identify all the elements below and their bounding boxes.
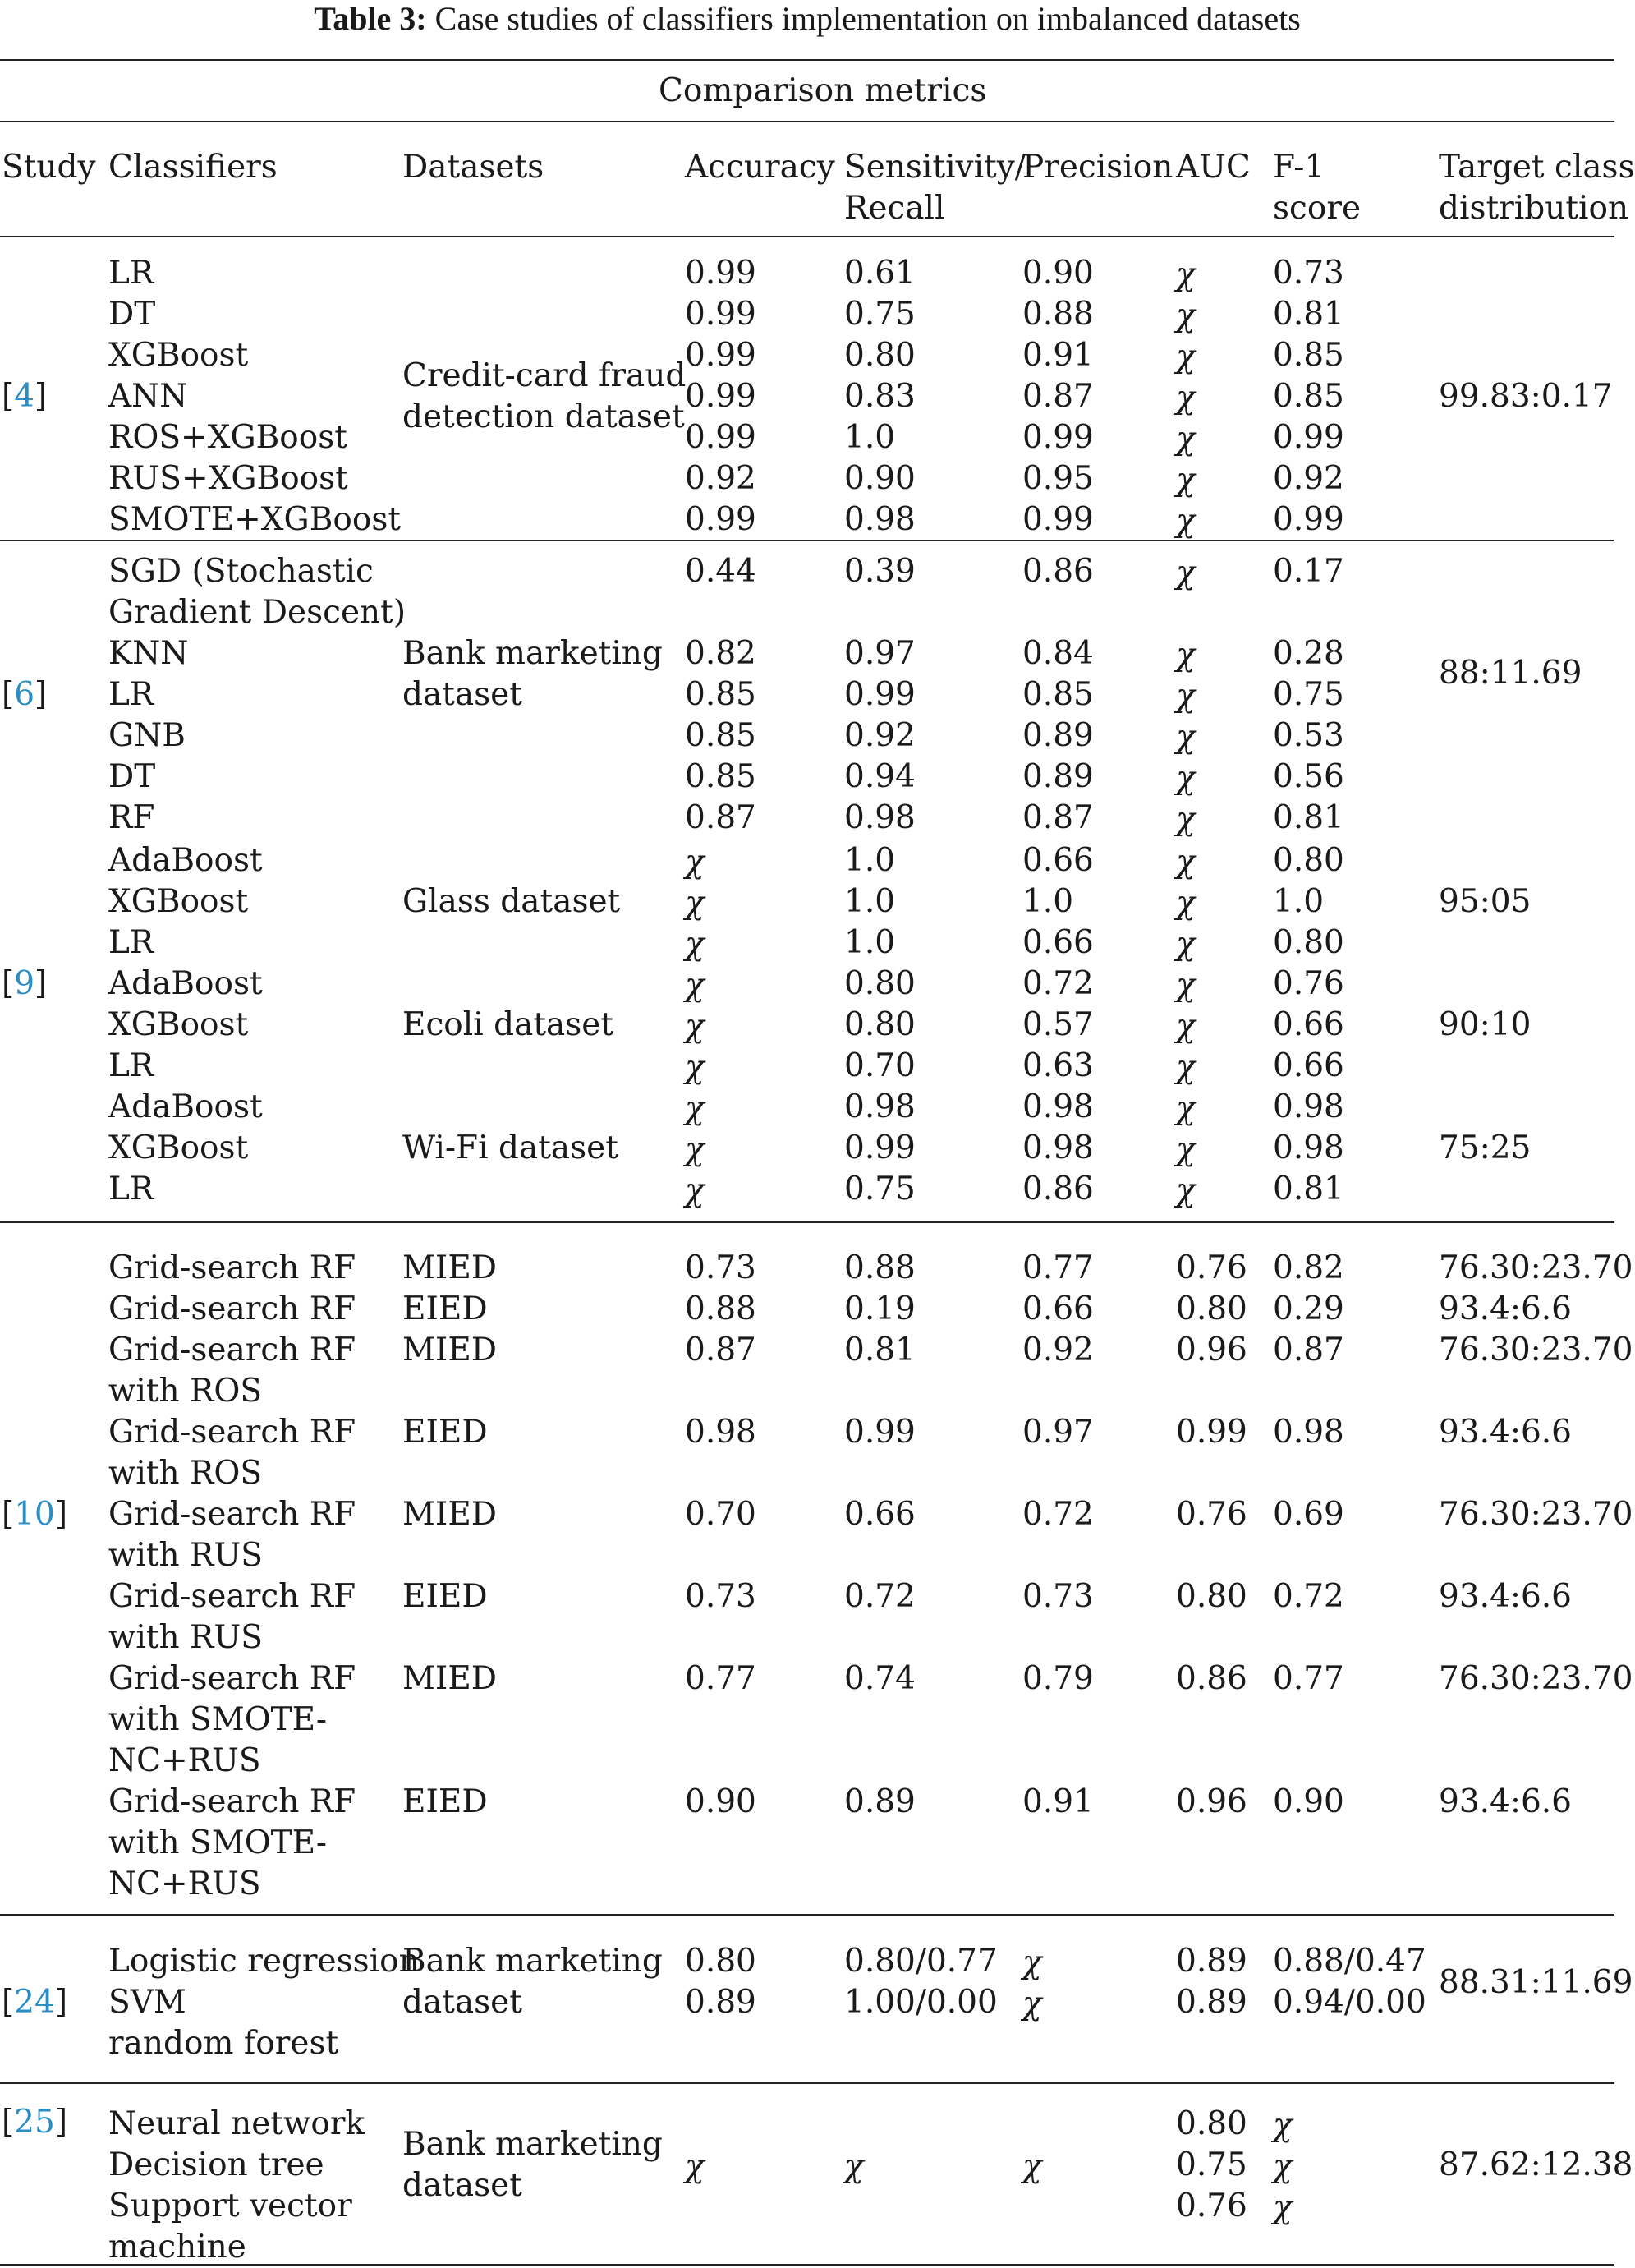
cell-f1: 0.82: [1273, 1249, 1344, 1286]
cell-precision: 0.77: [1022, 1249, 1094, 1286]
cell-f1: 0.56: [1273, 758, 1344, 795]
cell-recall: 0.99: [844, 1129, 916, 1166]
cell-accuracy: 0.87: [685, 1332, 756, 1369]
cell-precision: 0.86: [1022, 553, 1094, 590]
cell-precision: 0.98: [1022, 1129, 1094, 1166]
cell-dataset: Bank marketing: [402, 2126, 663, 2163]
cell-classifier: Neural network: [108, 2105, 365, 2142]
col-header-classifiers: Classifiers: [108, 149, 278, 186]
cell-precision: 0.66: [1022, 842, 1094, 879]
cell-classifier: with SMOTE-: [108, 1701, 328, 1738]
col-header-precision: Precision: [1022, 149, 1173, 186]
cell-f1: χ: [1273, 2107, 1293, 2144]
cell-precision: 0.57: [1022, 1006, 1094, 1043]
cell-accuracy: 0.73: [685, 1249, 756, 1286]
cell-accuracy: 0.73: [685, 1578, 756, 1615]
col-header-datasets: Datasets: [402, 149, 544, 186]
cell-auc: χ: [1176, 554, 1196, 591]
col-header-sensitivity: Sensitivity/: [844, 149, 1026, 186]
cell-target: 95:05: [1439, 883, 1532, 920]
cell-auc: 0.96: [1176, 1783, 1247, 1820]
cell-precision: 0.98: [1022, 1088, 1094, 1125]
cell-accuracy: χ: [685, 1049, 705, 1086]
cell-f1: 0.69: [1273, 1496, 1344, 1533]
col-header-auc: AUC: [1176, 149, 1251, 186]
cell-auc: χ: [1176, 719, 1196, 756]
cell-accuracy: 0.99: [685, 255, 756, 292]
cell-auc: 0.89: [1176, 1984, 1247, 2021]
cell-auc: 0.89: [1176, 1943, 1247, 1980]
cell-f1: 0.87: [1273, 1332, 1344, 1369]
cell-precision: 0.97: [1022, 1414, 1094, 1451]
cell-recall: 0.98: [844, 799, 916, 836]
cell-classifier: XGBoost: [108, 883, 249, 920]
cell-auc: χ: [1176, 637, 1196, 674]
cell-precision: χ: [1022, 1944, 1042, 1981]
citation-link[interactable]: 25: [14, 2104, 55, 2141]
cell-dataset: Bank marketing: [402, 635, 663, 672]
col-header-accuracy: Accuracy: [685, 149, 835, 186]
cell-recall: 0.61: [844, 255, 916, 292]
cell-dataset: Glass dataset: [402, 883, 621, 920]
cell-accuracy: 0.99: [685, 419, 756, 456]
cell-auc: χ: [1176, 967, 1196, 1004]
study-citation: [2, 1494, 67, 1535]
cell-accuracy: 0.99: [685, 378, 756, 415]
cell-target: 76.30:23.70: [1439, 1496, 1633, 1533]
cell-precision: 0.89: [1022, 758, 1094, 795]
cell-dataset: Ecoli dataset: [402, 1006, 614, 1043]
cell-recall: 0.80/0.77: [844, 1943, 998, 1980]
cell-target: 75:25: [1439, 1129, 1532, 1166]
cell-f1: 0.99: [1273, 501, 1344, 538]
cell-classifier: LR: [108, 924, 154, 961]
cell-classifier: with SMOTE-: [108, 1824, 328, 1861]
cell-accuracy: 0.87: [685, 799, 756, 836]
citation-bracket-close: ]: [54, 2104, 68, 2141]
cell-precision: 0.91: [1022, 337, 1094, 374]
cell-classifier: DT: [108, 296, 156, 333]
citation-link[interactable]: 9: [14, 965, 35, 1002]
cell-classifier: with RUS: [108, 1537, 263, 1574]
study-citation: [2, 2102, 67, 2143]
cell-recall: 0.99: [844, 1414, 916, 1451]
cell-target: 76.30:23.70: [1439, 1332, 1633, 1369]
cell-recall: 0.90: [844, 460, 916, 497]
cell-auc: χ: [1176, 380, 1196, 416]
cell-classifier: with ROS: [108, 1455, 263, 1492]
cell-dataset: MIED: [402, 1496, 498, 1533]
cell-f1: 0.80: [1273, 842, 1344, 879]
cell-f1: 0.90: [1273, 1783, 1344, 1820]
cell-auc: χ: [1176, 760, 1196, 797]
caption-label: Table 3:: [314, 0, 427, 37]
cell-recall: 0.81: [844, 1332, 916, 1369]
cell-recall: 0.98: [844, 501, 916, 538]
cell-recall: 0.74: [844, 1660, 916, 1697]
cell-classifier: Gradient Descent): [108, 594, 406, 631]
cell-dataset: Credit-card fraud: [402, 357, 687, 394]
cell-recall: 1.0: [844, 419, 896, 456]
cell-classifier: Grid-search RF: [108, 1414, 356, 1451]
cell-auc: χ: [1176, 1131, 1196, 1168]
cell-auc: 0.80: [1176, 1290, 1247, 1327]
cell-auc: χ: [1176, 801, 1196, 838]
cell-auc: χ: [1176, 844, 1196, 881]
citation-link[interactable]: 6: [14, 676, 35, 713]
cell-precision: 0.79: [1022, 1660, 1094, 1697]
cell-accuracy: 0.99: [685, 501, 756, 538]
cell-auc: 0.99: [1176, 1414, 1247, 1451]
cell-classifier: SMOTE+XGBoost: [108, 501, 402, 538]
cell-f1: 0.66: [1273, 1047, 1344, 1084]
col-header-f1-score: score: [1273, 190, 1362, 227]
cell-recall: 0.88: [844, 1249, 916, 1286]
cell-accuracy: 0.77: [685, 1660, 756, 1697]
group-rule: [0, 1914, 1614, 1916]
cell-auc: χ: [1176, 297, 1196, 334]
header-bottom-rule: [0, 236, 1614, 237]
cell-dataset: MIED: [402, 1660, 498, 1697]
citation-link[interactable]: 24: [14, 1984, 55, 2021]
cell-auc: χ: [1176, 1090, 1196, 1127]
cell-recall: 0.97: [844, 635, 916, 672]
cell-recall: 1.0: [844, 883, 896, 920]
cell-dataset: Wi-Fi dataset: [402, 1129, 618, 1166]
table-caption: [0, 0, 1614, 38]
cell-classifier: AdaBoost: [108, 965, 263, 1002]
col-header-f1: F-1: [1273, 149, 1325, 186]
cell-accuracy: 0.82: [685, 635, 756, 672]
cell-precision: 0.84: [1022, 635, 1094, 672]
cell-auc: 0.76: [1176, 2187, 1247, 2224]
cell-f1: 0.94/0.00: [1273, 1984, 1426, 2021]
cell-recall: 0.80: [844, 1006, 916, 1043]
cell-classifier: SVM: [108, 1984, 186, 2021]
cell-precision: χ: [1022, 1985, 1042, 2022]
group-header-rule: [0, 121, 1614, 122]
cell-accuracy: 0.90: [685, 1783, 756, 1820]
cell-classifier: XGBoost: [108, 337, 249, 374]
cell-f1: 0.98: [1273, 1414, 1344, 1451]
cell-auc: 0.76: [1176, 1249, 1247, 1286]
citation-bracket-open: [: [2, 965, 15, 1002]
cell-classifier: Grid-search RF: [108, 1660, 356, 1697]
cell-accuracy: 0.92: [685, 460, 756, 497]
cell-auc: χ: [1176, 1008, 1196, 1045]
cell-accuracy: χ: [685, 1008, 705, 1045]
cell-accuracy: 0.88: [685, 1290, 756, 1327]
cell-recall: 0.94: [844, 758, 916, 795]
cell-precision: 0.72: [1022, 1496, 1094, 1533]
cell-auc: χ: [1176, 926, 1196, 963]
cell-target: 93.4:6.6: [1439, 1290, 1572, 1327]
cell-accuracy: χ: [685, 844, 705, 881]
cell-target: 93.4:6.6: [1439, 1783, 1572, 1820]
cell-recall: 0.98: [844, 1088, 916, 1125]
cell-f1: 0.29: [1273, 1290, 1344, 1327]
citation-bracket-open: [: [2, 1984, 15, 2021]
cell-f1: χ: [1273, 2148, 1293, 2185]
cell-auc: χ: [1176, 462, 1196, 499]
cell-precision: 0.85: [1022, 676, 1094, 713]
cell-f1: 1.0: [1273, 883, 1325, 920]
cell-precision: 0.95: [1022, 460, 1094, 497]
cell-dataset: dataset: [402, 676, 522, 713]
citation-bracket-close: ]: [34, 378, 48, 415]
cell-precision: 0.91: [1022, 1783, 1094, 1820]
cell-classifier: LR: [108, 676, 154, 713]
cell-recall: 0.75: [844, 296, 916, 333]
col-header-recall: Recall: [844, 190, 945, 227]
cell-precision: 0.90: [1022, 255, 1094, 292]
cell-accuracy: χ: [685, 1131, 705, 1168]
cell-classifier: with RUS: [108, 1619, 263, 1656]
citation-link[interactable]: 10: [14, 1496, 55, 1533]
cell-recall: 0.83: [844, 378, 916, 415]
cell-accuracy: 0.85: [685, 758, 756, 795]
citation-bracket-close: ]: [34, 965, 48, 1002]
cell-f1: χ: [1273, 2189, 1293, 2226]
cell-dataset: EIED: [402, 1578, 488, 1615]
cell-auc: χ: [1176, 503, 1196, 540]
cell-recall: 0.19: [844, 1290, 916, 1327]
cell-accuracy: χ: [685, 967, 705, 1004]
cell-f1: 0.85: [1273, 337, 1344, 374]
cell-f1: 0.88/0.47: [1273, 1943, 1426, 1980]
cell-classifier: machine: [108, 2229, 246, 2266]
cell-accuracy: 0.80: [685, 1943, 756, 1980]
cell-precision: 1.0: [1022, 883, 1074, 920]
study-citation: [2, 376, 47, 417]
cell-accuracy: 0.89: [685, 1984, 756, 2021]
cell-f1: 0.99: [1273, 419, 1344, 456]
top-rule: [0, 59, 1614, 61]
cell-accuracy: χ: [685, 885, 705, 922]
col-header-study: Study: [2, 149, 96, 186]
group-rule: [0, 1221, 1614, 1223]
cell-precision: 0.66: [1022, 924, 1094, 961]
citation-bracket-close: ]: [34, 676, 48, 713]
cell-classifier: AdaBoost: [108, 1088, 263, 1125]
cell-dataset: MIED: [402, 1332, 498, 1369]
group-header: Comparison metrics: [659, 72, 987, 109]
cell-recall: 0.92: [844, 717, 916, 754]
cell-target: 88.31:11.69: [1439, 1964, 1633, 2001]
cell-f1: 0.28: [1273, 635, 1344, 672]
cell-recall: 1.0: [844, 924, 896, 961]
cell-classifier: Decision tree: [108, 2146, 324, 2183]
cell-target: 90:10: [1439, 1006, 1532, 1043]
cell-dataset: MIED: [402, 1249, 498, 1286]
cell-auc: χ: [1176, 885, 1196, 922]
cell-accuracy: 0.85: [685, 717, 756, 754]
cell-recall: 0.39: [844, 553, 916, 590]
cell-auc: 0.96: [1176, 1332, 1247, 1369]
cell-f1: 0.76: [1273, 965, 1344, 1002]
cell-target: 76.30:23.70: [1439, 1660, 1633, 1697]
cell-classifier: AdaBoost: [108, 842, 263, 879]
cell-precision: χ: [1022, 2148, 1042, 2185]
cell-dataset: dataset: [402, 1984, 522, 2021]
cell-auc: χ: [1176, 678, 1196, 715]
cell-f1: 0.73: [1273, 255, 1344, 292]
cell-auc: 0.86: [1176, 1660, 1247, 1697]
cell-accuracy: 0.70: [685, 1496, 756, 1533]
group-rule: [0, 2082, 1614, 2084]
cell-auc: χ: [1176, 338, 1196, 375]
cell-classifier: RF: [108, 799, 155, 836]
cell-accuracy: χ: [685, 1090, 705, 1127]
citation-bracket-close: ]: [54, 1984, 68, 2021]
cell-recall: 0.89: [844, 1783, 916, 1820]
citation-bracket-open: [: [2, 378, 15, 415]
cell-target: 76.30:23.70: [1439, 1249, 1633, 1286]
cell-precision: 0.72: [1022, 965, 1094, 1002]
cell-target: 87.62:12.38: [1439, 2146, 1633, 2183]
cell-auc: χ: [1176, 1172, 1196, 1209]
cell-auc: 0.80: [1176, 1578, 1247, 1615]
cell-f1: 0.53: [1273, 717, 1344, 754]
cell-recall: 0.70: [844, 1047, 916, 1084]
cell-f1: 0.66: [1273, 1006, 1344, 1043]
cell-recall: χ: [844, 2148, 864, 2185]
cell-classifier: Logistic regression: [108, 1943, 420, 1980]
col-header-target: Target class: [1439, 149, 1635, 186]
cell-precision: 0.87: [1022, 799, 1094, 836]
cell-classifier: XGBoost: [108, 1006, 249, 1043]
cell-classifier: LR: [108, 1171, 154, 1208]
cell-precision: 0.92: [1022, 1332, 1094, 1369]
cell-classifier: Support vector: [108, 2187, 352, 2224]
cell-classifier: Grid-search RF: [108, 1578, 356, 1615]
cell-auc: 0.75: [1176, 2146, 1247, 2183]
citation-bracket-open: [: [2, 2104, 15, 2141]
cell-precision: 0.86: [1022, 1171, 1094, 1208]
cell-recall: 0.66: [844, 1496, 916, 1533]
cell-classifier: LR: [108, 1047, 154, 1084]
cell-f1: 0.98: [1273, 1129, 1344, 1166]
cell-classifier: Grid-search RF: [108, 1496, 356, 1533]
cell-classifier: NC+RUS: [108, 1865, 261, 1902]
cell-classifier: DT: [108, 758, 156, 795]
cell-dataset: EIED: [402, 1414, 488, 1451]
cell-f1: 0.81: [1273, 1171, 1344, 1208]
caption-text: Case studies of classifiers implementation on imbalanced datasets: [434, 0, 1301, 37]
cell-accuracy: 0.98: [685, 1414, 756, 1451]
cell-classifier: LR: [108, 255, 154, 292]
cell-recall: 0.72: [844, 1578, 916, 1615]
cell-accuracy: 0.85: [685, 676, 756, 713]
cell-recall: 0.80: [844, 337, 916, 374]
cell-f1: 0.17: [1273, 553, 1344, 590]
cell-classifier: SGD (Stochastic: [108, 553, 374, 590]
cell-auc: 0.76: [1176, 1496, 1247, 1533]
citation-bracket-close: ]: [54, 1496, 68, 1533]
cell-f1: 0.81: [1273, 799, 1344, 836]
cell-target: 93.4:6.6: [1439, 1578, 1572, 1615]
cell-f1: 0.85: [1273, 378, 1344, 415]
cell-auc: 0.80: [1176, 2105, 1247, 2142]
cell-dataset: EIED: [402, 1783, 488, 1820]
cell-classifier: Grid-search RF: [108, 1332, 356, 1369]
cell-accuracy: χ: [685, 1172, 705, 1209]
cell-classifier: with ROS: [108, 1373, 263, 1410]
cell-recall: 0.99: [844, 676, 916, 713]
cell-target: 93.4:6.6: [1439, 1414, 1572, 1451]
cell-f1: 0.98: [1273, 1088, 1344, 1125]
cell-classifier: RUS+XGBoost: [108, 460, 348, 497]
col-header-distribution: distribution: [1439, 190, 1629, 227]
cell-classifier: ANN: [108, 378, 188, 415]
citation-bracket-open: [: [2, 1496, 15, 1533]
cell-classifier: ROS+XGBoost: [108, 419, 347, 456]
cell-auc: χ: [1176, 1049, 1196, 1086]
cell-recall: 1.00/0.00: [844, 1984, 998, 2021]
cell-precision: 0.63: [1022, 1047, 1094, 1084]
cell-accuracy: 0.99: [685, 337, 756, 374]
cell-accuracy: 0.44: [685, 553, 756, 590]
cell-precision: 0.99: [1022, 419, 1094, 456]
cell-classifier: NC+RUS: [108, 1742, 261, 1779]
cell-f1: 0.92: [1273, 460, 1344, 497]
cell-classifier: random forest: [108, 2025, 339, 2062]
cell-dataset: EIED: [402, 1290, 488, 1327]
cell-f1: 0.81: [1273, 296, 1344, 333]
cell-precision: 0.66: [1022, 1290, 1094, 1327]
cell-accuracy: χ: [685, 926, 705, 963]
cell-classifier: Grid-search RF: [108, 1783, 356, 1820]
cell-classifier: GNB: [108, 717, 186, 754]
cell-f1: 0.80: [1273, 924, 1344, 961]
cell-precision: 0.88: [1022, 296, 1094, 333]
study-citation: [2, 1982, 67, 2023]
cell-classifier: Grid-search RF: [108, 1249, 356, 1286]
cell-precision: 0.87: [1022, 378, 1094, 415]
cell-precision: 0.89: [1022, 717, 1094, 754]
cell-accuracy: 0.99: [685, 296, 756, 333]
study-citation: [2, 674, 47, 715]
cell-f1: 0.77: [1273, 1660, 1344, 1697]
cell-precision: 0.73: [1022, 1578, 1094, 1615]
cell-recall: 0.80: [844, 965, 916, 1002]
cell-dataset: dataset: [402, 2167, 522, 2204]
cell-classifier: Grid-search RF: [108, 1290, 356, 1327]
cell-classifier: KNN: [108, 635, 189, 672]
cell-classifier: XGBoost: [108, 1129, 249, 1166]
cell-dataset: detection dataset: [402, 398, 685, 435]
cell-accuracy: χ: [685, 2148, 705, 2185]
citation-bracket-open: [: [2, 676, 15, 713]
cell-auc: χ: [1176, 421, 1196, 458]
cell-dataset: Bank marketing: [402, 1943, 663, 1980]
citation-link[interactable]: 4: [14, 378, 35, 415]
cell-precision: 0.99: [1022, 501, 1094, 538]
cell-recall: 0.75: [844, 1171, 916, 1208]
cell-f1: 0.72: [1273, 1578, 1344, 1615]
study-citation: [2, 964, 47, 1005]
cell-auc: χ: [1176, 256, 1196, 293]
cell-target: 88:11.69: [1439, 655, 1582, 692]
cell-f1: 0.75: [1273, 676, 1344, 713]
cell-target: 99.83:0.17: [1439, 378, 1613, 415]
cell-recall: 1.0: [844, 842, 896, 879]
